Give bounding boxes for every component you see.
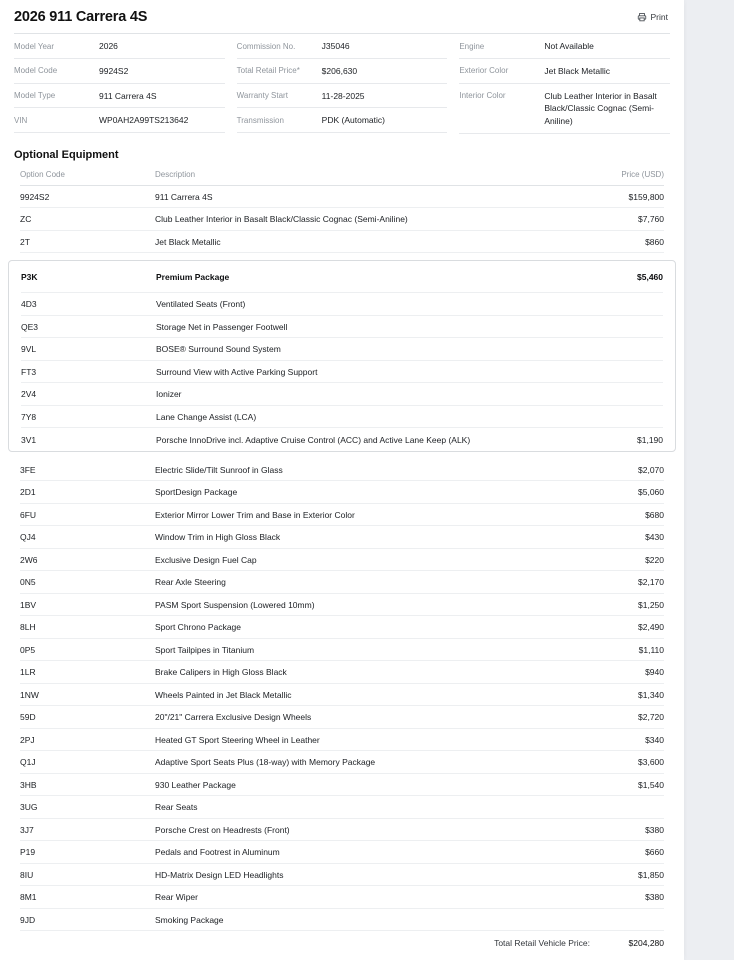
option-description: Exclusive Design Fuel Cap: [155, 554, 257, 565]
table-row: [20, 774, 664, 797]
option-price: $340: [645, 734, 664, 745]
option-description: Jet Black Metallic: [155, 236, 221, 247]
option-price: $430: [645, 532, 664, 542]
option-price: $1,540: [638, 779, 664, 790]
option-price: $220: [645, 554, 664, 565]
info-label: Total Retail Price*: [236, 66, 300, 76]
option-price: $2,490: [638, 622, 664, 632]
option-price: $1,850: [638, 869, 664, 880]
option-description: Porsche InnoDrive incl. Adaptive Cruise Control (ACC) and Active Lane Keep (ALK): [156, 434, 471, 445]
table-row: [20, 909, 664, 932]
equipment-rows-top: [20, 186, 664, 254]
table-row: [20, 616, 664, 639]
column-header-price: Price (USD): [621, 170, 664, 180]
print-label: Print: [650, 12, 668, 22]
table-row: [21, 293, 663, 316]
info-row: [459, 59, 670, 84]
option-code: 1BV: [20, 599, 37, 610]
info-row: [14, 34, 225, 59]
option-description: Rear Seats: [155, 802, 198, 812]
vehicle-info-grid: [14, 34, 670, 134]
table-row: [20, 751, 664, 774]
info-row: [14, 108, 225, 133]
printer-icon: [637, 12, 647, 22]
total-label: Total Retail Vehicle Price:: [494, 937, 590, 948]
option-code: 3J7: [20, 824, 34, 835]
table-row: [20, 864, 664, 887]
option-code: 3V1: [21, 434, 37, 445]
option-code: 2PJ: [20, 734, 35, 745]
option-description: HD-Matrix Design LED Headlights: [155, 869, 284, 880]
option-description: Exterior Mirror Lower Trim and Base in Exterior Color: [155, 509, 355, 520]
option-code: 8IU: [20, 869, 34, 880]
table-row: [20, 526, 664, 549]
option-description: Ventilated Seats (Front): [156, 299, 246, 309]
table-row: [20, 459, 664, 482]
option-description: Wheels Painted in Jet Black Metallic: [155, 689, 292, 700]
table-row: [20, 684, 664, 707]
premium-package-group: [8, 260, 676, 452]
table-row: [21, 428, 663, 451]
table-row: [20, 208, 664, 231]
info-label: Model Code: [14, 66, 58, 76]
option-code: 6FU: [20, 509, 37, 520]
option-code: 9924S2: [20, 191, 50, 202]
option-code: 3HB: [20, 779, 37, 790]
option-code: P3K: [21, 271, 38, 282]
info-value: 911 Carrera 4S: [99, 90, 157, 101]
option-code: 1LR: [20, 667, 36, 677]
info-value: 2026: [99, 41, 118, 51]
option-price: $2,720: [638, 712, 664, 722]
option-code: 7Y8: [21, 411, 37, 422]
option-price: $7,760: [638, 214, 664, 224]
table-row: [20, 661, 664, 684]
table-row: [21, 338, 663, 361]
option-description: Pedals and Footrest in Aluminum: [155, 847, 280, 857]
option-description: BOSE® Surround Sound System: [156, 344, 281, 354]
option-code: QJ4: [20, 532, 36, 542]
option-code: 2T: [20, 236, 30, 247]
table-header-row: [20, 165, 664, 186]
info-label: Exterior Color: [459, 66, 509, 76]
option-price: $159,800: [628, 191, 664, 202]
column-header-code: Option Code: [20, 170, 65, 180]
total-row: [20, 931, 664, 954]
option-price: $5,460: [637, 271, 663, 282]
page-title: 2026 911 Carrera 4S: [14, 9, 148, 25]
table-row: [20, 549, 664, 572]
option-code: QE3: [21, 321, 39, 332]
option-description: Storage Net in Passenger Footwell: [156, 321, 288, 332]
option-code: 2W6: [20, 554, 38, 565]
info-row: [237, 59, 448, 84]
option-price: $2,070: [638, 464, 664, 475]
table-row: [20, 639, 664, 662]
option-description: Adaptive Sport Seats Plus (18-way) with Memory Package: [155, 757, 376, 767]
option-description: Sport Chrono Package: [155, 622, 241, 632]
table-row: [21, 383, 663, 406]
option-price: $860: [645, 236, 664, 247]
info-row: [237, 84, 448, 109]
table-row: [20, 231, 664, 254]
option-code: 0P5: [20, 644, 36, 655]
column-header-description: Description: [155, 170, 196, 180]
option-code: 3UG: [20, 802, 38, 812]
option-code: Q1J: [20, 757, 36, 767]
option-description: Smoking Package: [155, 914, 224, 925]
option-description: Heated GT Sport Steering Wheel in Leather: [155, 734, 320, 745]
option-description: 930 Leather Package: [155, 779, 236, 790]
info-row: [459, 84, 670, 134]
option-description: Lane Change Assist (LCA): [156, 411, 257, 422]
table-row: [21, 406, 663, 429]
option-price: $1,190: [637, 434, 663, 445]
option-price: $380: [645, 892, 664, 902]
table-row: [20, 819, 664, 842]
option-description: Rear Wiper: [155, 892, 198, 902]
info-value: J35046: [321, 41, 350, 51]
option-description: Sport Tailpipes in Titanium: [155, 644, 255, 655]
table-row: [21, 261, 663, 293]
table-row: [20, 571, 664, 594]
option-price: $1,110: [638, 644, 664, 655]
info-label: Commission No.: [236, 41, 296, 51]
info-label: Interior Color: [459, 91, 506, 100]
option-code: ZC: [20, 214, 32, 224]
info-row: [14, 84, 225, 109]
table-row: [20, 886, 664, 909]
option-code: 59D: [20, 712, 36, 722]
info-row: [14, 59, 225, 84]
table-row: [20, 729, 664, 752]
info-value: $206,630: [321, 65, 358, 76]
info-value: 9924S2: [99, 65, 129, 76]
table-row: [20, 594, 664, 617]
option-description: Surround View with Active Parking Support: [156, 366, 318, 377]
option-description: Ionizer: [156, 389, 182, 399]
option-code: 9VL: [21, 344, 37, 354]
option-description: Porsche Crest on Headrests (Front): [155, 824, 290, 835]
info-value: PDK (Automatic): [321, 115, 385, 126]
info-label: VIN: [14, 115, 28, 125]
option-price: $680: [645, 509, 664, 520]
info-label: Model Type: [14, 91, 56, 100]
option-price: $2,170: [638, 577, 664, 587]
option-code: 8LH: [20, 622, 36, 632]
option-price: $1,250: [638, 599, 664, 610]
option-code: FT3: [21, 366, 37, 377]
option-price: $660: [645, 847, 664, 857]
option-code: 2D1: [20, 487, 36, 497]
table-row: [20, 706, 664, 729]
option-code: 9JD: [20, 914, 36, 925]
option-code: P19: [20, 847, 36, 857]
info-value: Club Leather Interior in Basalt Black/Classic Cognac (Semi-Aniline): [544, 90, 657, 126]
info-label: Model Year: [14, 41, 55, 51]
info-value: WP0AH2A99TS213642: [99, 115, 189, 126]
info-label: Engine: [459, 41, 485, 51]
info-column-1: [14, 34, 225, 134]
info-column-2: [237, 34, 448, 134]
option-description: SportDesign Package: [155, 487, 238, 497]
option-code: 1NW: [20, 689, 39, 700]
info-row: [237, 34, 448, 59]
optional-equipment-title: Optional Equipment: [14, 148, 119, 161]
option-description: 911 Carrera 4S: [155, 191, 213, 202]
option-code: 0N5: [20, 577, 36, 587]
option-description: Electric Slide/Tilt Sunroof in Glass: [155, 464, 283, 475]
table-row: [21, 316, 663, 339]
info-value: Jet Black Metallic: [544, 65, 611, 76]
optional-equipment-table: [14, 165, 670, 955]
option-price: $1,340: [638, 689, 664, 700]
table-row: [20, 186, 664, 209]
table-row: [20, 796, 664, 819]
info-column-3: [459, 34, 670, 134]
option-description: Window Trim in High Gloss Black: [155, 532, 281, 542]
total-value: $204,280: [628, 937, 664, 948]
option-description: Premium Package: [156, 271, 230, 282]
info-row: [237, 108, 448, 133]
info-label: Transmission: [236, 115, 284, 125]
option-price: $940: [645, 667, 664, 677]
option-price: $3,600: [638, 757, 664, 767]
info-row: [459, 34, 670, 59]
option-description: 20"/21" Carrera Exclusive Design Wheels: [155, 712, 312, 722]
option-code: 8M1: [20, 892, 37, 902]
option-code: 2V4: [21, 389, 37, 399]
print-button[interactable]: [635, 10, 670, 24]
option-description: Club Leather Interior in Basalt Black/Classic Cognac (Semi-Aniline): [155, 214, 408, 224]
option-price: $380: [645, 824, 664, 835]
option-description: Brake Calipers in High Gloss Black: [155, 667, 287, 677]
equipment-rows-bottom: [20, 459, 664, 932]
table-row: [21, 361, 663, 384]
header-bar: [14, 0, 670, 34]
info-value: 11-28-2025: [321, 90, 365, 101]
option-description: PASM Sport Suspension (Lowered 10mm): [155, 599, 315, 610]
option-description: Rear Axle Steering: [155, 577, 226, 587]
table-row: [20, 841, 664, 864]
table-row: [20, 504, 664, 527]
option-code: 3FE: [20, 464, 36, 475]
info-label: Warranty Start: [236, 91, 288, 100]
info-value: Not Available: [544, 41, 594, 51]
option-code: 4D3: [21, 299, 37, 309]
table-row: [20, 481, 664, 504]
option-price: $5,060: [638, 487, 664, 497]
